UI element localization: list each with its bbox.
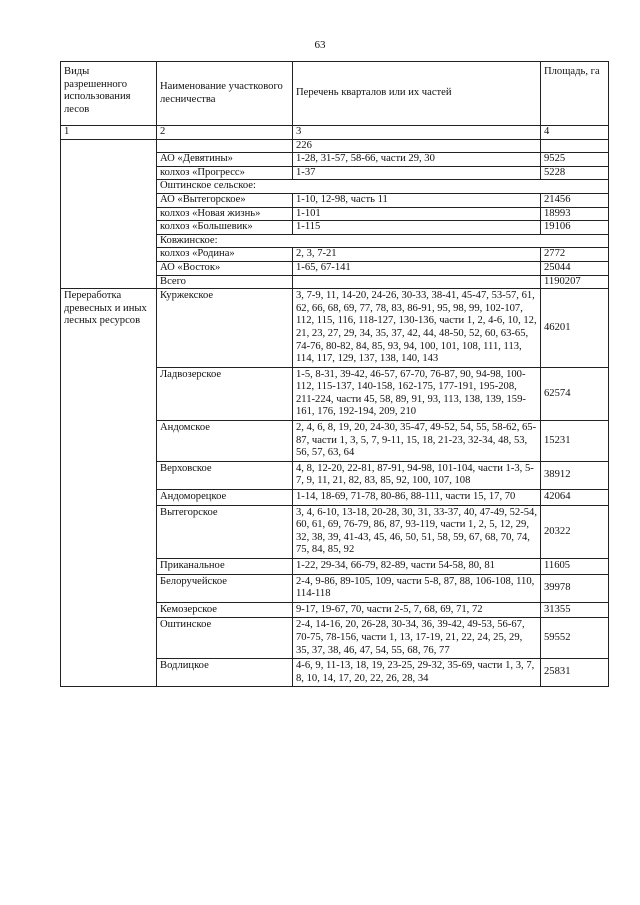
forestry-name: Белоручейское: [157, 574, 293, 602]
table-row: [61, 139, 609, 153]
quarters-list: 4, 8, 12-20, 22-81, 87-91, 94-98, 101-104, части 1-3, 5-7, 9, 11, 21, 82, 83, 85, 92, 100, 107, 108: [293, 461, 541, 489]
subgroup-label: Оштинское сельское:: [157, 180, 609, 194]
quarters-list: 1-22, 29-34, 66-79, 82-89, части 54-58, 80, 81: [293, 559, 541, 575]
forestry-name: колхоз «Родина»: [157, 248, 293, 262]
area-value: 39978: [541, 574, 609, 602]
forestry-name: колхоз «Большевик»: [157, 221, 293, 235]
quarters-list: 3, 4, 6-10, 13-18, 20-28, 30, 31, 33-37, 40, 47-49, 52-54, 60, 61, 69, 76-79, 86, 87, 93-119, части 1, 2, 5, 12, 29, 32, 38, 39, 41-43, 45, 46, 50, 51, 58, 59, 67, 68, 70, 74, 75, 84, 85, 92: [293, 505, 541, 558]
column-number: 2: [157, 126, 293, 140]
header-area: Площадь, га: [541, 62, 609, 126]
subgroup-label: Ковжинское:: [157, 234, 609, 248]
column-number-row: [61, 126, 609, 140]
column-number: 1: [61, 126, 157, 140]
quarters-list: 1-101: [293, 207, 541, 221]
quarters-list: 2, 3, 7-21: [293, 248, 541, 262]
quarters-list: 1-37: [293, 166, 541, 180]
forestry-name: АО «Вытегорское»: [157, 193, 293, 207]
forestry-name: АО «Девятины»: [157, 153, 293, 167]
page-number: 63: [314, 39, 326, 51]
area-value: 62574: [541, 367, 609, 420]
column-number: 4: [541, 126, 609, 140]
area-value: 1190207: [541, 275, 609, 289]
quarters-list: 1-14, 18-69, 71-78, 80-86, 88-111, части 15, 17, 70: [293, 490, 541, 506]
area-value: 19106: [541, 221, 609, 235]
forestry-name: Водлицкое: [157, 659, 293, 687]
area-value: 31355: [541, 602, 609, 618]
quarters-list: 1-65, 67-141: [293, 261, 541, 275]
forestry-name: Андоморецкое: [157, 490, 293, 506]
column-number: 3: [293, 126, 541, 140]
area-value: 59552: [541, 618, 609, 659]
quarters-list: [293, 275, 541, 289]
forestry-name: Оштинское: [157, 618, 293, 659]
area-value: 46201: [541, 289, 609, 368]
area-value: 18993: [541, 207, 609, 221]
quarters-list: 9-17, 19-67, 70, части 2-5, 7, 68, 69, 71, 72: [293, 602, 541, 618]
area-value: [541, 139, 609, 153]
use-type-cell: Переработка древесных и иных лесных ресурсов: [61, 289, 157, 687]
area-value: 15231: [541, 421, 609, 462]
forest-use-table: [60, 61, 609, 687]
quarters-list: 1-28, 31-57, 58-66, части 29, 30: [293, 153, 541, 167]
area-value: 21456: [541, 193, 609, 207]
area-value: 25044: [541, 261, 609, 275]
area-value: 25831: [541, 659, 609, 687]
area-value: 20322: [541, 505, 609, 558]
header-use-type: Виды разрешенного использования лесов: [61, 62, 157, 126]
quarters-list: 3, 7-9, 11, 14-20, 24-26, 30-33, 38-41, 45-47, 53-57, 61, 62, 66, 68, 69, 77, 78, 83, 86-91, 95, 98, 99, 102-107, 112, 115, 116, 118-127, 130-136, части 1, 2, 4-6, 10, 12, 21, 23, 27, 29, 34, 35, 37, 42, 44, 48-50, 52, 60, 63-65, 74-76, 80-82, 84, 85, 93, 94, 100, 101, 108, 111, 113, 114, 117, 129, 137, 138, 140, 143: [293, 289, 541, 368]
forestry-name: Верховское: [157, 461, 293, 489]
table-row: [61, 289, 609, 368]
quarters-list: 4-6, 9, 11-13, 18, 19, 23-25, 29-32, 35-69, части 1, 3, 7, 8, 10, 14, 17, 20, 22, 26, 28, 34: [293, 659, 541, 687]
header-quarters-list: Перечень кварталов или их частей: [293, 62, 541, 126]
header-forestry-name: Наименование участкового лесничества: [157, 62, 293, 126]
area-value: 42064: [541, 490, 609, 506]
forestry-name: Вытегорское: [157, 505, 293, 558]
forestry-name: Всего: [157, 275, 293, 289]
area-value: 2772: [541, 248, 609, 262]
area-value: 11605: [541, 559, 609, 575]
use-type-cell-empty: [61, 139, 157, 289]
area-value: 38912: [541, 461, 609, 489]
quarters-list: 2-4, 14-16, 20, 26-28, 30-34, 36, 39-42, 49-53, 56-67, 70-75, 78-156, части 1, 13, 17-19, 21, 22, 24, 25, 29, 35, 37, 38, 46, 47, 54, 55, 68, 76, 77: [293, 618, 541, 659]
quarters-list: 226: [293, 139, 541, 153]
forestry-name: колхоз «Прогресс»: [157, 166, 293, 180]
forestry-name: Андомское: [157, 421, 293, 462]
forestry-name: колхоз «Новая жизнь»: [157, 207, 293, 221]
forestry-name: АО «Восток»: [157, 261, 293, 275]
forestry-name: Куржекское: [157, 289, 293, 368]
quarters-list: 1-10, 12-98, часть 11: [293, 193, 541, 207]
table-header-row: [61, 62, 609, 126]
quarters-list: 2-4, 9-86, 89-105, 109, части 5-8, 87, 88, 106-108, 110, 114-118: [293, 574, 541, 602]
quarters-list: 1-5, 8-31, 39-42, 46-57, 67-70, 76-87, 90, 94-98, 100-112, 115-137, 140-158, 162-175, 177-191, 195-208, 211-224, части 45, 58, 89, 91, 93, 113, 138, 139, 159-161, 176, 192-194, 209, 210: [293, 367, 541, 420]
forestry-name: Кемозерское: [157, 602, 293, 618]
quarters-list: 1-115: [293, 221, 541, 235]
area-value: 5228: [541, 166, 609, 180]
area-value: 9525: [541, 153, 609, 167]
quarters-list: 2, 4, 6, 8, 19, 20, 24-30, 35-47, 49-52, 54, 55, 58-62, 65-87, части 1, 3, 5, 7, 9-11, 15, 18, 21-23, 32-34, 48, 53, 56, 57, 63, 64: [293, 421, 541, 462]
forestry-name: Ладвозерское: [157, 367, 293, 420]
forestry-name: Приканальное: [157, 559, 293, 575]
forestry-name: [157, 139, 293, 153]
